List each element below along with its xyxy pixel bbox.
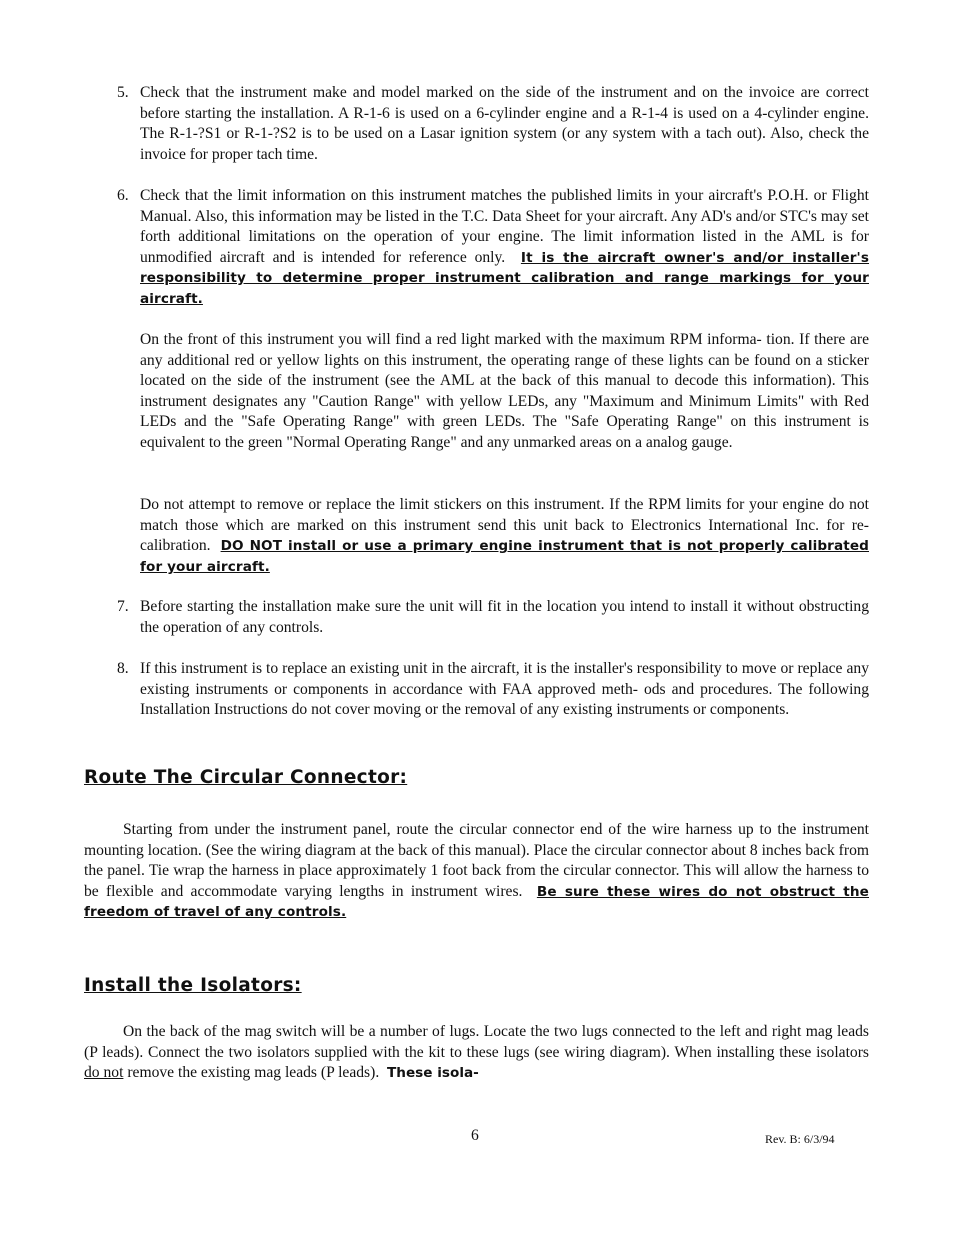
list-item-number: 5. xyxy=(117,84,129,101)
paragraph-text: On the back of the mag switch will be a number of lugs. Locate the two lugs connected to the left and right mag leads (P leads). Connect the two isolators supplied with the kit to these lugs (see wiring diagram). When installing these isolators xyxy=(84,1023,869,1061)
list-item-number: 7. xyxy=(117,598,129,615)
list-item-number: 8. xyxy=(117,660,129,677)
list-item-5 xyxy=(117,83,869,165)
paragraph-text: Do not attempt to remove or replace the limit stickers on this instrument. If the RPM limits for your engine do not match those which are marked on this instrument send this unit back to Electronics International Inc. for re-calibration. xyxy=(140,496,869,555)
do-not-underlined: do not xyxy=(84,1064,124,1082)
list-item-8 xyxy=(117,659,869,721)
revision-label: Rev. B: 6/3/94 xyxy=(765,1132,835,1146)
list-item-6 xyxy=(117,186,869,310)
page-number: 6 xyxy=(471,1127,479,1144)
list-item-7 xyxy=(117,597,869,638)
install-isolators-paragraph xyxy=(84,1022,869,1084)
list-item-text: Check that the instrument make and model marked on the side of the instrument and on the invoice are correct before starting the installation. A R-1-6 is used on a 6-cylinder engine and a R-1-4 is used on a 4-cylinder engine. The R-1-?S1 or R-1-?S2 is to be used on a Lasar ignition system (or any system with a tach out). Also, check the invoice for proper tach time. xyxy=(140,84,869,163)
list-item-text: If this instrument is to replace an existing unit in the aircraft, it is the installer's responsibility to move or replace any existing instruments or components in accordance with FAA approved meth- ods and procedures. The following Installation Instructions do not cover moving or the removal of any existing instruments or components. xyxy=(140,660,869,719)
list-item-text: Before starting the installation make sure the unit will fit in the location you intend to install it without obstructing the operation of any controls. xyxy=(140,598,869,636)
responsibility-warning: It is the aircraft owner's and/or installer's responsibility to determine proper instrument calibration and range markings for your aircraft. xyxy=(140,249,870,307)
list-item-number: 6. xyxy=(117,187,129,204)
paragraph-text: On the front of this instrument you will find a red light marked with the maximum RPM informa- tion. If there are any additional red or yellow lights on this instrument, the operating range of these lights can be found on a sticker located on the side of the instrument (see the AML at the back of this manual to decode this information). This instrument designates any "Caution Range" with yellow LEDs, any "Maximum and Minimum Limits" with Red LEDs and the "Safe Operating Range" with green LEDs. The "Safe Operating Range" on this instrument is equivalent to the green "Normal Operating Range" and any unmarked areas on a analog gauge. xyxy=(140,331,869,451)
route-connector-paragraph xyxy=(84,820,869,923)
controls-warning: Be sure these wires do not obstruct the freedom of travel of any controls. xyxy=(84,883,869,921)
paragraph-text: Starting from under the instrument panel, route the circular connector end of the wire harness up to the instrument mounting location. (See the wiring diagram at the back of this manual). Place the circular connector about 8 inches back from the panel. Tie wrap the harness in place approximately 1 foot back from the circular connector. This will allow the harness to be flexible and accommodate varying lengths in instrument wires. xyxy=(84,821,869,900)
section-heading-install-isolators: Install the Isolators: xyxy=(84,975,302,996)
section-heading-route-connector: Route The Circular Connector: xyxy=(84,767,408,788)
isolators-emphasis: These isola- xyxy=(387,1065,479,1082)
item-6-lights-paragraph xyxy=(140,330,869,454)
list-item-body: Check that the limit information on this instrument matches the published limits in your aircraft's P.O.H. or Flight Manual. Also, this information may be listed in the T.C. Data Sheet for your aircraft. Any AD's and/or STC's may set forth additional limitations on the operation of your engine. The limit information listed in the AML is for unmodified aircraft and is intended for reference only. xyxy=(140,187,869,266)
paragraph-text-continued: remove the existing mag leads (P leads). xyxy=(127,1064,380,1082)
list-item-text xyxy=(140,186,869,310)
calibration-warning: DO NOT install or use a primary engine instrument that is not properly calibrated for your aircraft. xyxy=(140,538,869,575)
item-6-stickers-paragraph xyxy=(140,495,869,577)
